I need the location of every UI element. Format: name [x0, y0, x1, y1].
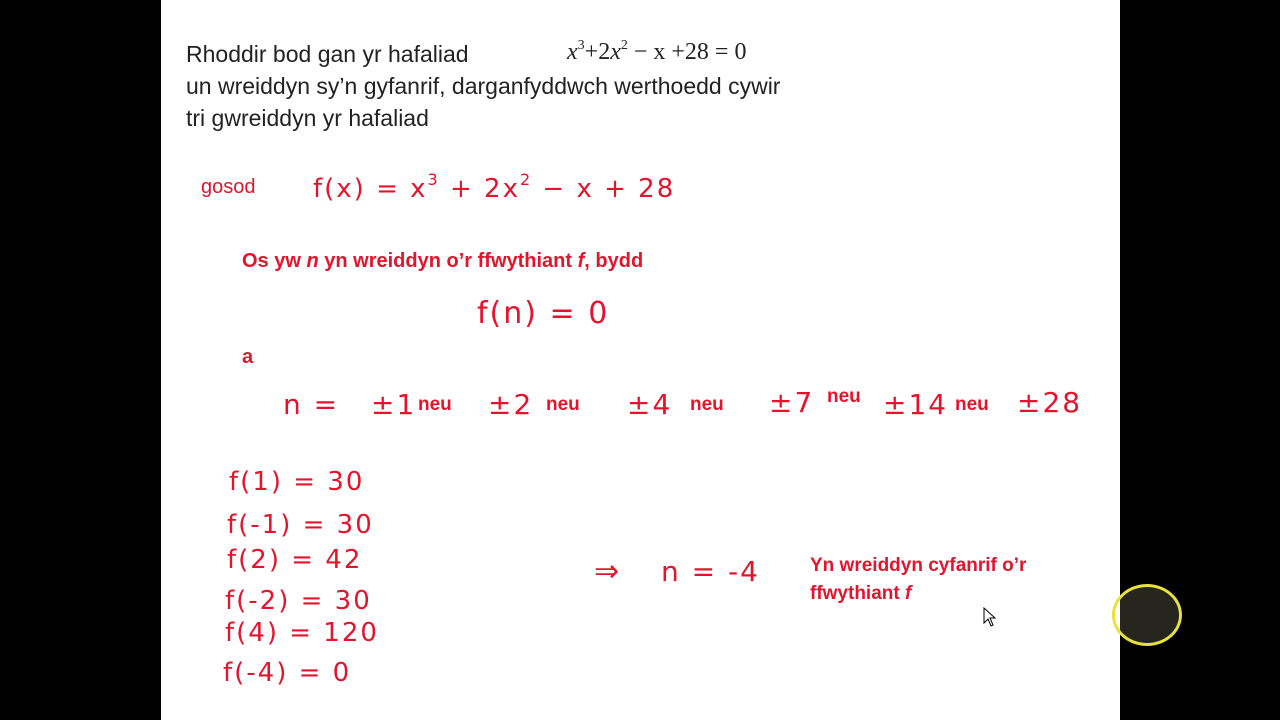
- neu-4: neu: [827, 386, 861, 407]
- root-statement: [242, 250, 643, 273]
- eval-row: f(4) = 120: [225, 618, 379, 648]
- gosod-lhs: f(x) = x: [313, 174, 428, 204]
- note-line-2: [810, 580, 1026, 608]
- gosod-mid: + 2x: [439, 174, 520, 204]
- f-n-equals-zero: f(n) = 0: [477, 296, 610, 331]
- eq-x2: x: [610, 39, 621, 65]
- note-line-2-text: ffwythiant: [810, 583, 905, 604]
- candidate-1: ±1: [371, 388, 417, 421]
- eq-plus-2: +2: [584, 39, 611, 65]
- statement-mid: yn wreiddyn o’r ffwythiant: [318, 250, 578, 272]
- eval-row: f(2) = 42: [227, 545, 363, 575]
- slide-page: [161, 0, 1120, 720]
- gosod-label: gosod: [201, 176, 256, 198]
- implies-arrow: ⇒: [594, 554, 622, 589]
- eval-row: f(1) = 30: [229, 467, 365, 497]
- problem-line-2: un wreiddyn sy’n gyfanrif, darganfyddwch werthoedd cywir: [186, 73, 781, 99]
- candidate-3: ±4: [627, 388, 673, 421]
- problem-line-3: tri gwreiddyn yr hafaliad: [186, 105, 429, 131]
- neu-1: neu: [418, 394, 452, 415]
- candidate-2: ±2: [488, 388, 534, 421]
- eval-row: f(-1) = 30: [227, 510, 374, 540]
- note-f: f: [905, 583, 912, 604]
- eq-exp-2: 2: [620, 38, 628, 53]
- statement-post: , bydd: [584, 250, 644, 272]
- neu-3: neu: [690, 394, 724, 415]
- gosod-exp-1: 3: [427, 170, 440, 189]
- candidates-n-eq: n =: [283, 388, 340, 421]
- gosod-function: [313, 170, 675, 204]
- candidate-5: ±14: [883, 388, 949, 421]
- eq-rest: − x +28 = 0: [633, 39, 747, 65]
- candidate-4: ±7: [769, 386, 815, 419]
- neu-2: neu: [546, 394, 580, 415]
- problem-equation: [567, 38, 746, 66]
- eval-row: f(-4) = 0: [223, 658, 352, 688]
- cursor-highlight: [1112, 584, 1182, 646]
- statement-f: f: [577, 250, 585, 272]
- eval-row: f(-2) = 30: [225, 586, 372, 616]
- gosod-rhs: − x + 28: [532, 174, 676, 204]
- problem-line-1: Rhoddir bod gan yr hafaliad: [186, 41, 469, 67]
- statement-pre: Os yw: [242, 250, 307, 272]
- eq-exp-1: 3: [577, 38, 585, 53]
- note-line-1: Yn wreiddyn cyfanrif o’r: [810, 555, 1027, 576]
- eq-x1: x: [567, 39, 578, 65]
- a-label: a: [242, 346, 254, 368]
- neu-5: neu: [955, 394, 989, 415]
- gosod-exp-2: 2: [519, 170, 533, 189]
- mouse-pointer-icon: [983, 607, 997, 627]
- result-n: n = -4: [661, 555, 760, 588]
- candidate-6: ±28: [1017, 386, 1083, 419]
- conclusion-note: [810, 552, 1026, 608]
- statement-n: n: [306, 250, 319, 272]
